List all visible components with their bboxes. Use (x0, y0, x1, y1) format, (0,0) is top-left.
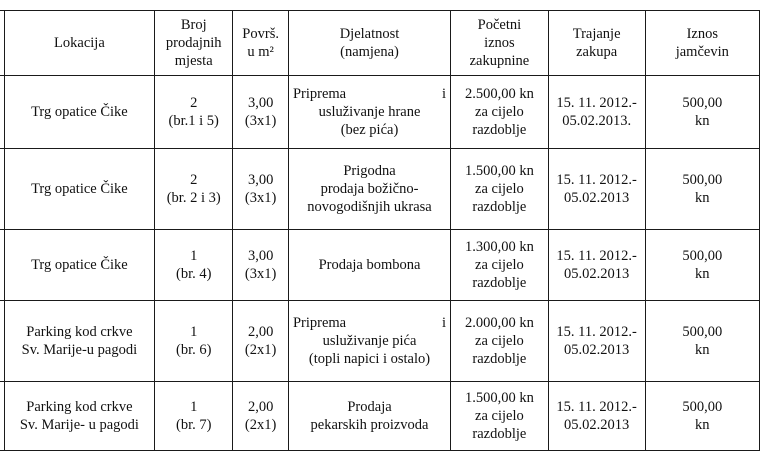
cell-iznos: 1.500,00 kn za cijelo razdoblje (451, 382, 549, 451)
cell-trajanje: 15. 11. 2012.- 05.02.2013 (548, 301, 645, 382)
cell-iznos: 2.000,00 kn za cijelo razdoblje (451, 301, 549, 382)
header-jamcevina: Iznos jamčevin (645, 11, 759, 76)
cell-trajanje: 15. 11. 2012.- 05.02.2013 (548, 382, 645, 451)
cell-djelatnost: Priprema i usluživanje pića (topli napici i ostalo) (288, 301, 450, 382)
cell-lokacija: Trg opatice Čike (4, 76, 154, 149)
cell-iznos: 2.500,00 kn za cijelo razdoblje (451, 76, 549, 149)
cell-trajanje: 15. 11. 2012.- 05.02.2013 (548, 230, 645, 301)
header-trajanje: Trajanje zakupa (548, 11, 645, 76)
cell-broj: 2 (br. 2 i 3) (155, 149, 233, 230)
document-page (0, 10, 760, 451)
cell-jamcevina: 500,00 kn (645, 76, 759, 149)
cell-djelatnost: Prigodna prodaja božično- novogodišnjih ukrasa (288, 149, 450, 230)
lease-table (0, 10, 760, 451)
cell-iznos: 1.500,00 kn za cijelo razdoblje (451, 149, 549, 230)
cell-povrs: 3,00 (3x1) (233, 149, 289, 230)
cell-jamcevina: 500,00 kn (645, 230, 759, 301)
table-row (0, 382, 760, 451)
cell-jamcevina: 500,00 kn (645, 382, 759, 451)
cell-trajanje: 15. 11. 2012.- 05.02.2013 (548, 149, 645, 230)
cell-povrs: 3,00 (3x1) (233, 76, 289, 149)
table-row (0, 149, 760, 230)
header-povrs: Površ. u m² (233, 11, 289, 76)
cell-lokacija: Trg opatice Čike (4, 230, 154, 301)
cell-broj: 2 (br.1 i 5) (155, 76, 233, 149)
header-iznos: Početni iznos zakupnine (451, 11, 549, 76)
cell-iznos: 1.300,00 kn za cijelo razdoblje (451, 230, 549, 301)
cell-djelatnost: Priprema i usluživanje hrane (bez pića) (288, 76, 450, 149)
header-djelatnost: Djelatnost (namjena) (288, 11, 450, 76)
cell-lokacija: Trg opatice Čike (4, 149, 154, 230)
cell-broj: 1 (br. 7) (155, 382, 233, 451)
cell-trajanje: 15. 11. 2012.- 05.02.2013. (548, 76, 645, 149)
table-row (0, 76, 760, 149)
cell-jamcevina: 500,00 kn (645, 301, 759, 382)
cell-lokacija: Parking kod crkve Sv. Marije- u pagodi (4, 382, 154, 451)
table-header-row (0, 11, 760, 76)
cell-lokacija: Parking kod crkve Sv. Marije-u pagodi (4, 301, 154, 382)
cell-povrs: 2,00 (2x1) (233, 382, 289, 451)
cell-povrs: 2,00 (2x1) (233, 301, 289, 382)
cell-broj: 1 (br. 6) (155, 301, 233, 382)
header-lokacija: Lokacija (4, 11, 154, 76)
table-row (0, 230, 760, 301)
cell-djelatnost: Prodaja pekarskih proizvoda (288, 382, 450, 451)
cell-jamcevina: 500,00 kn (645, 149, 759, 230)
cell-broj: 1 (br. 4) (155, 230, 233, 301)
table-row (0, 301, 760, 382)
cell-djelatnost: Prodaja bombona (288, 230, 450, 301)
header-broj: Broj prodajnih mjesta (155, 11, 233, 76)
cell-povrs: 3,00 (3x1) (233, 230, 289, 301)
